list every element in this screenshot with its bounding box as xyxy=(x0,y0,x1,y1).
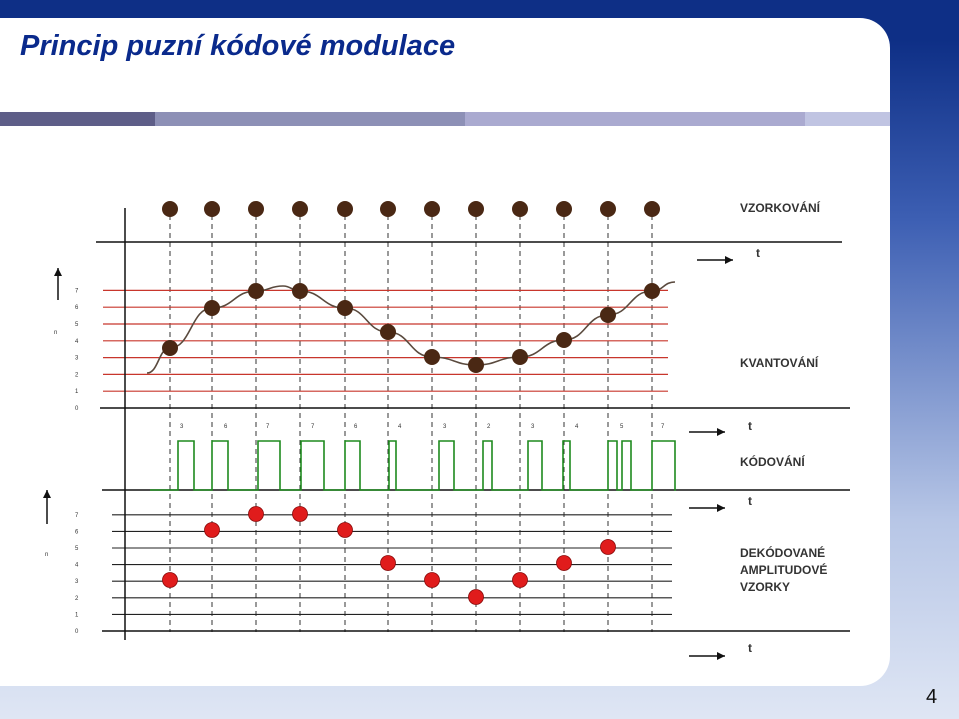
code-value-label-2: 6 xyxy=(224,424,228,430)
decoded-level-tick-6: 6 xyxy=(75,529,79,536)
sample-pulse-dot-1 xyxy=(162,201,178,217)
label-decoded-line2: AMPLITUDOVÉ xyxy=(740,563,828,577)
decoded-level-tick-3: 3 xyxy=(75,579,79,586)
quant-level-tick-2: 2 xyxy=(75,372,79,379)
diagram-axes xyxy=(96,208,850,640)
sample-pulse-dot-11 xyxy=(600,201,616,217)
decoded-level-tick-1: 1 xyxy=(75,612,79,619)
code-pulse-path xyxy=(150,441,676,490)
quant-level-tick-4: 4 xyxy=(75,338,79,345)
label-quantization: KVANTOVÁNÍ xyxy=(740,356,819,370)
quantized-sample-dot-1 xyxy=(162,340,178,356)
decoded-sample-dot-5 xyxy=(338,523,353,538)
quant-level-tick-5: 5 xyxy=(75,322,79,328)
code-value-label-3: 7 xyxy=(266,424,270,430)
decoded-sample-dot-9 xyxy=(513,573,528,588)
quantized-sample-dot-2 xyxy=(204,300,220,316)
sample-dots xyxy=(162,201,660,605)
quant-level-tick-1: 1 xyxy=(75,389,79,396)
level-axis-label-2: n xyxy=(45,552,49,558)
label-decoded-line1: DEKÓDOVANÉ xyxy=(740,546,826,560)
sample-pulse-dot-12 xyxy=(644,201,660,217)
quantized-sample-dot-9 xyxy=(512,349,528,365)
label-decoded-line3: VZORKY xyxy=(740,580,791,594)
quantized-sample-dot-5 xyxy=(337,300,353,316)
code-value-label-8: 2 xyxy=(487,424,491,430)
quantized-sample-dot-4 xyxy=(292,283,308,299)
decoded-sample-dot-11 xyxy=(601,540,616,555)
decoded-sample-dot-1 xyxy=(163,573,178,588)
quantized-sample-dot-8 xyxy=(468,357,484,373)
decoded-sample-dot-8 xyxy=(469,590,484,605)
quantized-sample-dot-11 xyxy=(600,307,616,323)
quantized-sample-dot-7 xyxy=(424,349,440,365)
level-arrow-1-head xyxy=(54,268,62,276)
time-label-4: t xyxy=(748,641,752,655)
code-value-label-4: 7 xyxy=(311,424,315,430)
time-label-3: t xyxy=(748,494,752,508)
code-value-label-1: 3 xyxy=(180,424,184,430)
sample-pulse-dot-6 xyxy=(380,201,396,217)
sample-pulse-dot-10 xyxy=(556,201,572,217)
decoded-sample-dot-10 xyxy=(557,556,572,571)
sample-pulse-dot-3 xyxy=(248,201,264,217)
code-value-label-10: 4 xyxy=(575,424,579,430)
decoded-sample-dot-6 xyxy=(381,556,396,571)
code-value-label-12: 7 xyxy=(661,424,665,430)
decoded-sample-dot-3 xyxy=(249,507,264,522)
dashed-sample-lines xyxy=(170,215,652,632)
level-arrow-2-head xyxy=(43,490,51,498)
time-label-1: t xyxy=(756,246,760,260)
quantized-sample-dot-6 xyxy=(380,324,396,340)
sample-pulse-dot-8 xyxy=(468,201,484,217)
decoded-level-tick-2: 2 xyxy=(75,595,79,602)
decoded-level-tick-4: 4 xyxy=(75,562,79,569)
code-value-label-5: 6 xyxy=(354,424,358,430)
analog-signal-path xyxy=(147,282,675,373)
analog-signal-curve xyxy=(147,282,675,373)
quantization-levels xyxy=(103,290,668,391)
label-coding: KÓDOVÁNÍ xyxy=(740,455,805,469)
diagram-text xyxy=(45,200,827,655)
level-axis-label-1: n xyxy=(54,330,58,336)
sample-pulse-dot-9 xyxy=(512,201,528,217)
quantized-sample-dot-10 xyxy=(556,332,572,348)
decoded-sample-dot-2 xyxy=(205,523,220,538)
sample-pulse-dot-2 xyxy=(204,201,220,217)
sample-pulse-dot-7 xyxy=(424,201,440,217)
time-label-2: t xyxy=(748,419,752,433)
quant-level-tick-0: 0 xyxy=(75,406,79,412)
sample-pulse-dot-5 xyxy=(337,201,353,217)
decoded-level-tick-0: 0 xyxy=(75,629,79,635)
code-value-label-7: 3 xyxy=(443,424,447,430)
page-number: 4 xyxy=(926,686,938,708)
code-value-label-6: 4 xyxy=(398,424,402,430)
decoded-level-tick-5: 5 xyxy=(75,546,79,552)
sample-pulse-dot-4 xyxy=(292,201,308,217)
time-arrow-4-head xyxy=(717,652,725,660)
time-arrow-3-head xyxy=(717,504,725,512)
quant-level-tick-7: 7 xyxy=(75,288,79,295)
label-sampling: VZORKOVÁNÍ xyxy=(740,201,821,215)
code-value-label-11: 5 xyxy=(620,424,624,430)
slide-title: Princip puzní kódové modulace xyxy=(20,30,456,62)
code-pulse-train xyxy=(150,441,676,490)
quantized-sample-dot-3 xyxy=(248,283,264,299)
code-value-label-9: 3 xyxy=(531,424,535,430)
decoded-sample-dot-7 xyxy=(425,573,440,588)
time-arrow-1-head xyxy=(725,256,733,264)
quant-level-tick-3: 3 xyxy=(75,355,79,362)
quantized-sample-dot-12 xyxy=(644,283,660,299)
time-arrow-2-head xyxy=(717,428,725,436)
quant-level-tick-6: 6 xyxy=(75,305,79,312)
decoded-level-tick-7: 7 xyxy=(75,512,79,519)
decoded-sample-dot-4 xyxy=(293,507,308,522)
